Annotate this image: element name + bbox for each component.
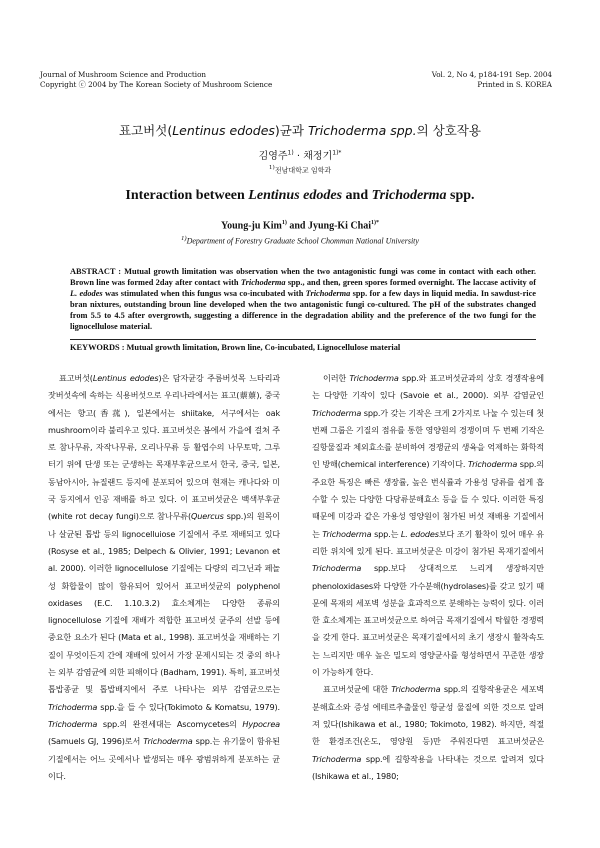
body-text: 보다 조기 활착이 있어 매우 유리한 위치에 있게 된다. 표고버섯균은 미강이 첨가된 목재기질에서: [312, 528, 544, 556]
english-author-1-affil: 1): [281, 220, 287, 226]
body-species: Trichoderma: [391, 684, 441, 695]
body-text: (Samuels GJ, 1996)로서: [48, 736, 144, 747]
body-species: Trichoderma: [48, 701, 98, 712]
body-text: 표고버섯균에 대한: [323, 684, 392, 695]
korean-title-part3: 의 상호작용: [416, 123, 481, 138]
body-species: Quercus: [191, 511, 224, 522]
body-species: Trichoderma: [467, 459, 518, 470]
korean-author-1: 김영주: [258, 151, 288, 162]
body-species: Trichoderma: [322, 528, 372, 539]
body-text: spp.)의 원목이나 살균된 톱밥 등의 lignocelluiose 기질에서 주로 재배되고 있다 (Rosyse et al., 1985; Delpech & Olivier, 1991; Levanon et al. 2000). 이러한 lignocellulose 기질에는 다량의 리그닌과 페놀성 화합물이 많이 함유되어 있어서 표고버섯균의 polyphenol oxidases (E.C. 1.10.3.2) 효소체계는 다양한 종류의 lignocellulose 기질에 재배가 적합한 표고버섯 균주의 선발 등에 중요한 요소가 된다 (Mata et al., 1998). 표고버섯을 재배하는 기질이 무엇이든지 간에 재배에 있어서 가장 문제시되는 것 중의 하나는 외부 감염균에 의한 피해이다 (Badham, 1991). 특히, 표고버섯 톱밥종균 및 톱밥배지에서 주로 나타나는 외부 감염균으로는: [48, 511, 281, 695]
english-author-2: Jyung-Ki Chai: [307, 220, 372, 232]
korean-author-1-affil: 1): [287, 149, 294, 157]
korean-author-2: 채정기: [303, 151, 333, 162]
korean-title-species1: Lentinus edodes: [172, 123, 275, 138]
journal-header-left: [40, 70, 272, 90]
body-species: Trichoderma: [48, 718, 98, 729]
body-paragraph: [312, 681, 544, 785]
journal-name: Journal of Mushroom Science and Production: [40, 70, 207, 79]
abstract-divider: [70, 339, 536, 340]
keywords: KEYWORDS : Mutual growth limitation, Brown line, Co-incubated, Lignocellulose material: [70, 343, 401, 352]
english-title-part2: and: [342, 188, 372, 203]
body-text: )은 담자균강 주름버섯목 느타리과 잣버섯속에 속하는 식용버섯으로 우리나라에서는 표고(蔈蔈), 중국에서는 향고(香菰), 일본에서는 shiitake, 서구에서는 oak mushroom이라 불리우고 있다. 표고버섯은 봄에서 가을에 걸쳐 주로 참나무류, 자작나무류, 오리나무류 등 활엽수의 나무토막, 그루터기 위에 단생 또는 군생하는 목재부후균으로서 한국, 중국, 일본, 동남아시아, 뉴질랜드 등지에 분포되어 있으며 현재는 캐나다와 미국 등지에서 인공 재배를 하고 있다. 이 표고버섯균은 백색부후균(white rot decay fungi)으로 참나무류(: [48, 373, 280, 522]
korean-affiliation-mark: 1): [268, 165, 275, 171]
body-text: spp.의 완전세대는 Ascomycetes의: [97, 718, 243, 729]
abstract-species: Trichoderma: [240, 278, 286, 287]
english-author-and: and: [286, 220, 308, 232]
abstract: [70, 266, 536, 332]
abstract-text: spp., and then, green spores formed overnight. The laccase activity of: [285, 278, 536, 287]
abstract-text: was stimulated when this fungus wsa co-incubated with: [102, 289, 306, 298]
korean-title-part2: )균과: [274, 123, 308, 138]
english-authors: [0, 220, 600, 231]
body-species: L. edodes: [400, 528, 439, 539]
body-species: Trichoderma: [143, 736, 193, 747]
body-species: Trichoderma: [312, 563, 362, 574]
volume-info: Vol. 2, No 4, p184-191 Sep. 2004: [431, 70, 552, 79]
journal-header-right: [432, 70, 552, 90]
printed-in: Printed in S. KOREA: [477, 80, 552, 89]
english-affiliation: [0, 235, 600, 246]
body-species: Trichoderma: [312, 407, 362, 418]
korean-title: [0, 121, 600, 139]
body-text: spp.의 주요한 특징은 빠른 생장률, 높은 번식률과 가용성 당류를 쉽게 흡수할 수 있는 다양한 다당류분해효소 등을 들 수 있다. 이러한 특징때문에 미강과 같은 가용성 영양원이 첨가된 버섯 재배용 기질에서는: [312, 459, 544, 539]
body-species: Trichoderma: [312, 753, 362, 764]
english-author-1: Young-ju Kim: [220, 220, 282, 232]
body-text: 이러한: [323, 373, 350, 383]
body-text: spp.는: [371, 528, 401, 539]
korean-authors: [0, 147, 600, 162]
korean-affiliation: [0, 165, 600, 175]
abstract-text: spp. for a few days in liquid media. In sawdust-rice bran nixtures, outstanding broun line developed when the two antagonistic fungi co-cultured. The pH of the substrates changed from 5.5 to 4.5 after overgrowth, suggesting a difference in the degradation ability and the preference of the two fungi for the lignocellulose material.: [70, 289, 536, 331]
english-affiliation-text: Department of Forestry Graduate School Chomman National University: [186, 236, 419, 246]
korean-author-2-affil: 1)*: [332, 149, 342, 157]
body-column-left: [48, 370, 280, 785]
korean-title-species2: Trichoderma spp.: [307, 123, 417, 138]
body-paragraph: [48, 370, 280, 785]
english-affiliation-mark: 1): [181, 235, 187, 242]
korean-author-separator: ·: [293, 151, 304, 162]
body-column-right: [312, 370, 544, 785]
abstract-species: Trichoderma: [305, 289, 351, 298]
body-species: Lentinus edodes: [92, 373, 159, 383]
english-author-2-affil: 1)*: [371, 220, 380, 226]
copyright: Copyright ⓒ 2004 by The Korean Society of Mushroom Science: [40, 80, 273, 89]
english-title-part1: Interaction between: [125, 188, 249, 203]
body-paragraph: [312, 370, 544, 681]
abstract-species: L. edodes: [70, 289, 103, 298]
body-text: spp.가 갖는 기작은 크게 2가지로 나눌 수 있는데 첫 번째 그룹은 기질의 점유를 통한 영양원의 경쟁이며 두 번째 기작은 길항물질과 체외효소를 분비하여 경쟁균의 생육을 억제하는 화학적인 방해(chemical interference) 기작이다.: [312, 407, 544, 470]
body-species: Trichoderma: [349, 373, 399, 383]
body-text: 표고버섯(: [59, 373, 93, 383]
body-species: Hypocrea: [242, 718, 280, 729]
korean-title-part1: 표고버섯(: [119, 123, 173, 138]
english-title-species1: Lentinus edodes: [248, 188, 343, 203]
abstract-text: ABSTRACT : Mutual growth limitation was observation when the two antagonistic fungi was come in contact with each other. Brown line was formed 2day after contact with: [70, 267, 536, 287]
english-title: [0, 188, 600, 204]
body-text: spp.을 들 수 있다(Tokimoto & Komatsu, 1979).: [97, 701, 280, 712]
english-title-part3: spp.: [446, 188, 475, 203]
body-text: spp.는 유기물이 함유된 기질에서는 어느 곳에서나 발생되는 매우 광범위하게 분포하는 균이다.: [48, 736, 280, 781]
body-text: spp.와 표고버섯균과의 상호 경쟁작용에는 다양한 기작이 있다 (Savoie et al., 2000). 외부 감염균인: [312, 373, 544, 401]
body-text: spp.보다 상대적으로 느리게 생장하지만 phenoloxidases와 다양한 가수분해(hydrolases)를 갖고 있기 때문에 목재의 세포벽 성분을 효과적으로 분해하는 능력이 있다. 이러한 효소체계는 표고버섯균으로 하여금 목재기질에서 탁월한 경쟁력을 갖게 한다. 표고버섯균은 목재기질에서의 초기 생장시 활착속도는 느리지만 매우 높은 밀도의 영양균사를 형성하면서 꾸준한 생장이 가능하게 한다.: [312, 563, 544, 678]
english-title-species2: Trichoderma: [371, 188, 447, 203]
korean-affiliation-text: 전남대학교 임학과: [274, 166, 332, 175]
body-text: spp.의 길항작용균은 세포벽분해효소와 증성 에테르추출물인 항균성 물질에 의한 것으로 알려져 있다(Ishikawa et al., 1980; Tokimoto, 1982). 하지만, 적절한 환경조건(온도, 영양원 등)만 주워진다면 표고버섯균은: [312, 684, 544, 747]
body-text: spp.에 길항작용을 나타내는 것으로 알려져 있다(Ishikawa et al., 1980;: [312, 753, 544, 781]
